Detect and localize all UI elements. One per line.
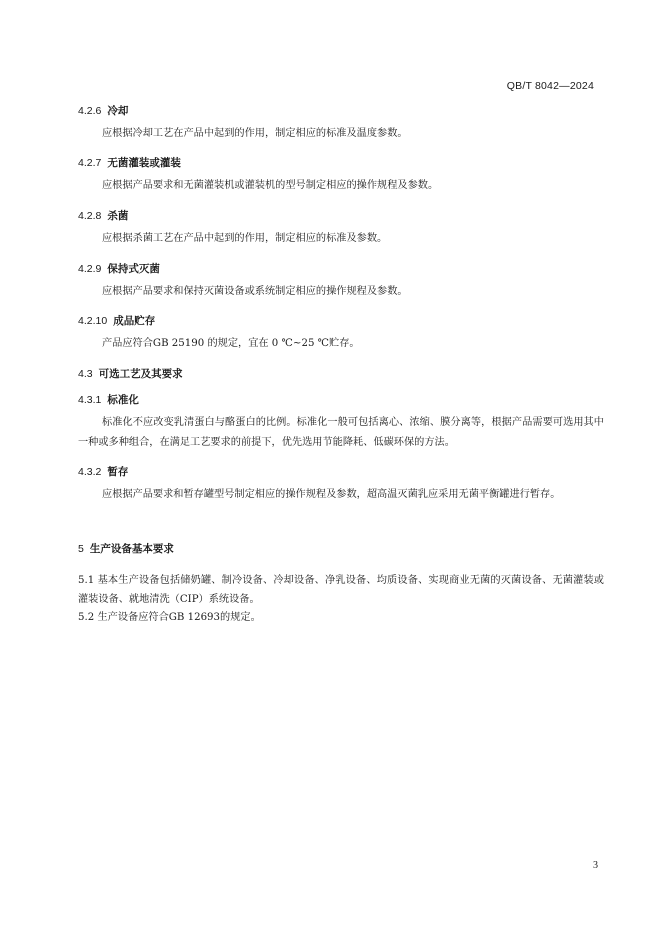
section-number: 4.2.7 bbox=[78, 157, 102, 169]
section-title: 保持式灭菌 bbox=[107, 263, 160, 275]
section-body-4-2-9: 应根据产品要求和保持灭菌设备或系统制定相应的操作规程及参数。 bbox=[102, 286, 408, 297]
section-heading-4-2-6 bbox=[78, 103, 128, 118]
section-number: 4.2.10 bbox=[78, 315, 108, 327]
section-number: 4.3.1 bbox=[78, 394, 102, 406]
section-heading-4-3 bbox=[78, 366, 183, 381]
section-number: 4.3 bbox=[78, 368, 93, 380]
section-title: 无菌灌装或灌装 bbox=[107, 157, 181, 169]
section-body-4-2-8: 应根据杀菌工艺在产品中起到的作用，制定相应的标准及参数。 bbox=[102, 233, 388, 244]
section-title: 标准化 bbox=[107, 394, 139, 406]
page-number: 3 bbox=[593, 860, 598, 871]
section-heading-4-2-7 bbox=[78, 155, 181, 170]
section-number: 4.2.8 bbox=[78, 210, 102, 222]
section-body-4-2-6: 应根据冷却工艺在产品中起到的作用，制定相应的标准及温度参数。 bbox=[102, 128, 408, 139]
clause-5-1: 5.1 基本生产设备包括储奶罐、制冷设备、冷却设备、净乳设备、均质设备、实现商业无菌的灭菌设备、无菌灌装或灌装设备、就地清洗（CIP）系统设备。 bbox=[78, 575, 604, 605]
section-heading-4-2-9 bbox=[78, 261, 160, 276]
section-title: 成品贮存 bbox=[113, 315, 156, 327]
section-heading-4-3-1 bbox=[78, 392, 139, 407]
section-title: 暂存 bbox=[107, 466, 129, 478]
section-number: 4.2.6 bbox=[78, 105, 102, 117]
section-body-4-3-1: 标准化不应改变乳清蛋白与酪蛋白的比例。标准化一般可包括离心、浓缩、膜分离等，根据产品需要可选用其中一种或多种组合，在满足工艺要求的前提下，优先选用节能降耗、低碳环保的方法。 bbox=[78, 417, 604, 448]
section-heading-4-3-2 bbox=[78, 464, 128, 479]
section-title: 生产设备基本要求 bbox=[89, 543, 174, 555]
section-heading-5 bbox=[78, 541, 174, 556]
section-number: 5 bbox=[78, 543, 84, 555]
section-heading-4-2-10 bbox=[78, 313, 155, 328]
section-body-4-3-2: 应根据产品要求和暂存罐型号制定相应的操作规程及参数，超高温灭菌乳应采用无菌平衡罐进行暂存。 bbox=[102, 489, 561, 500]
clause-5-2: 5.2 生产设备应符合GB 12693的规定。 bbox=[78, 612, 261, 623]
section-title: 冷却 bbox=[107, 105, 129, 117]
section-number: 4.3.2 bbox=[78, 466, 102, 478]
section-title: 杀菌 bbox=[107, 210, 129, 222]
standard-code: QB/T 8042—2024 bbox=[506, 80, 594, 92]
section-heading-4-2-8 bbox=[78, 208, 128, 223]
section-body-4-2-7: 应根据产品要求和无菌灌装机或灌装机的型号制定相应的操作规程及参数。 bbox=[102, 180, 439, 191]
section-body-4-2-10: 产品应符合GB 25190 的规定，宜在 0 ℃~25 ℃贮存。 bbox=[102, 338, 360, 349]
section-title: 可选工艺及其要求 bbox=[98, 368, 183, 380]
section-number: 4.2.9 bbox=[78, 263, 102, 275]
